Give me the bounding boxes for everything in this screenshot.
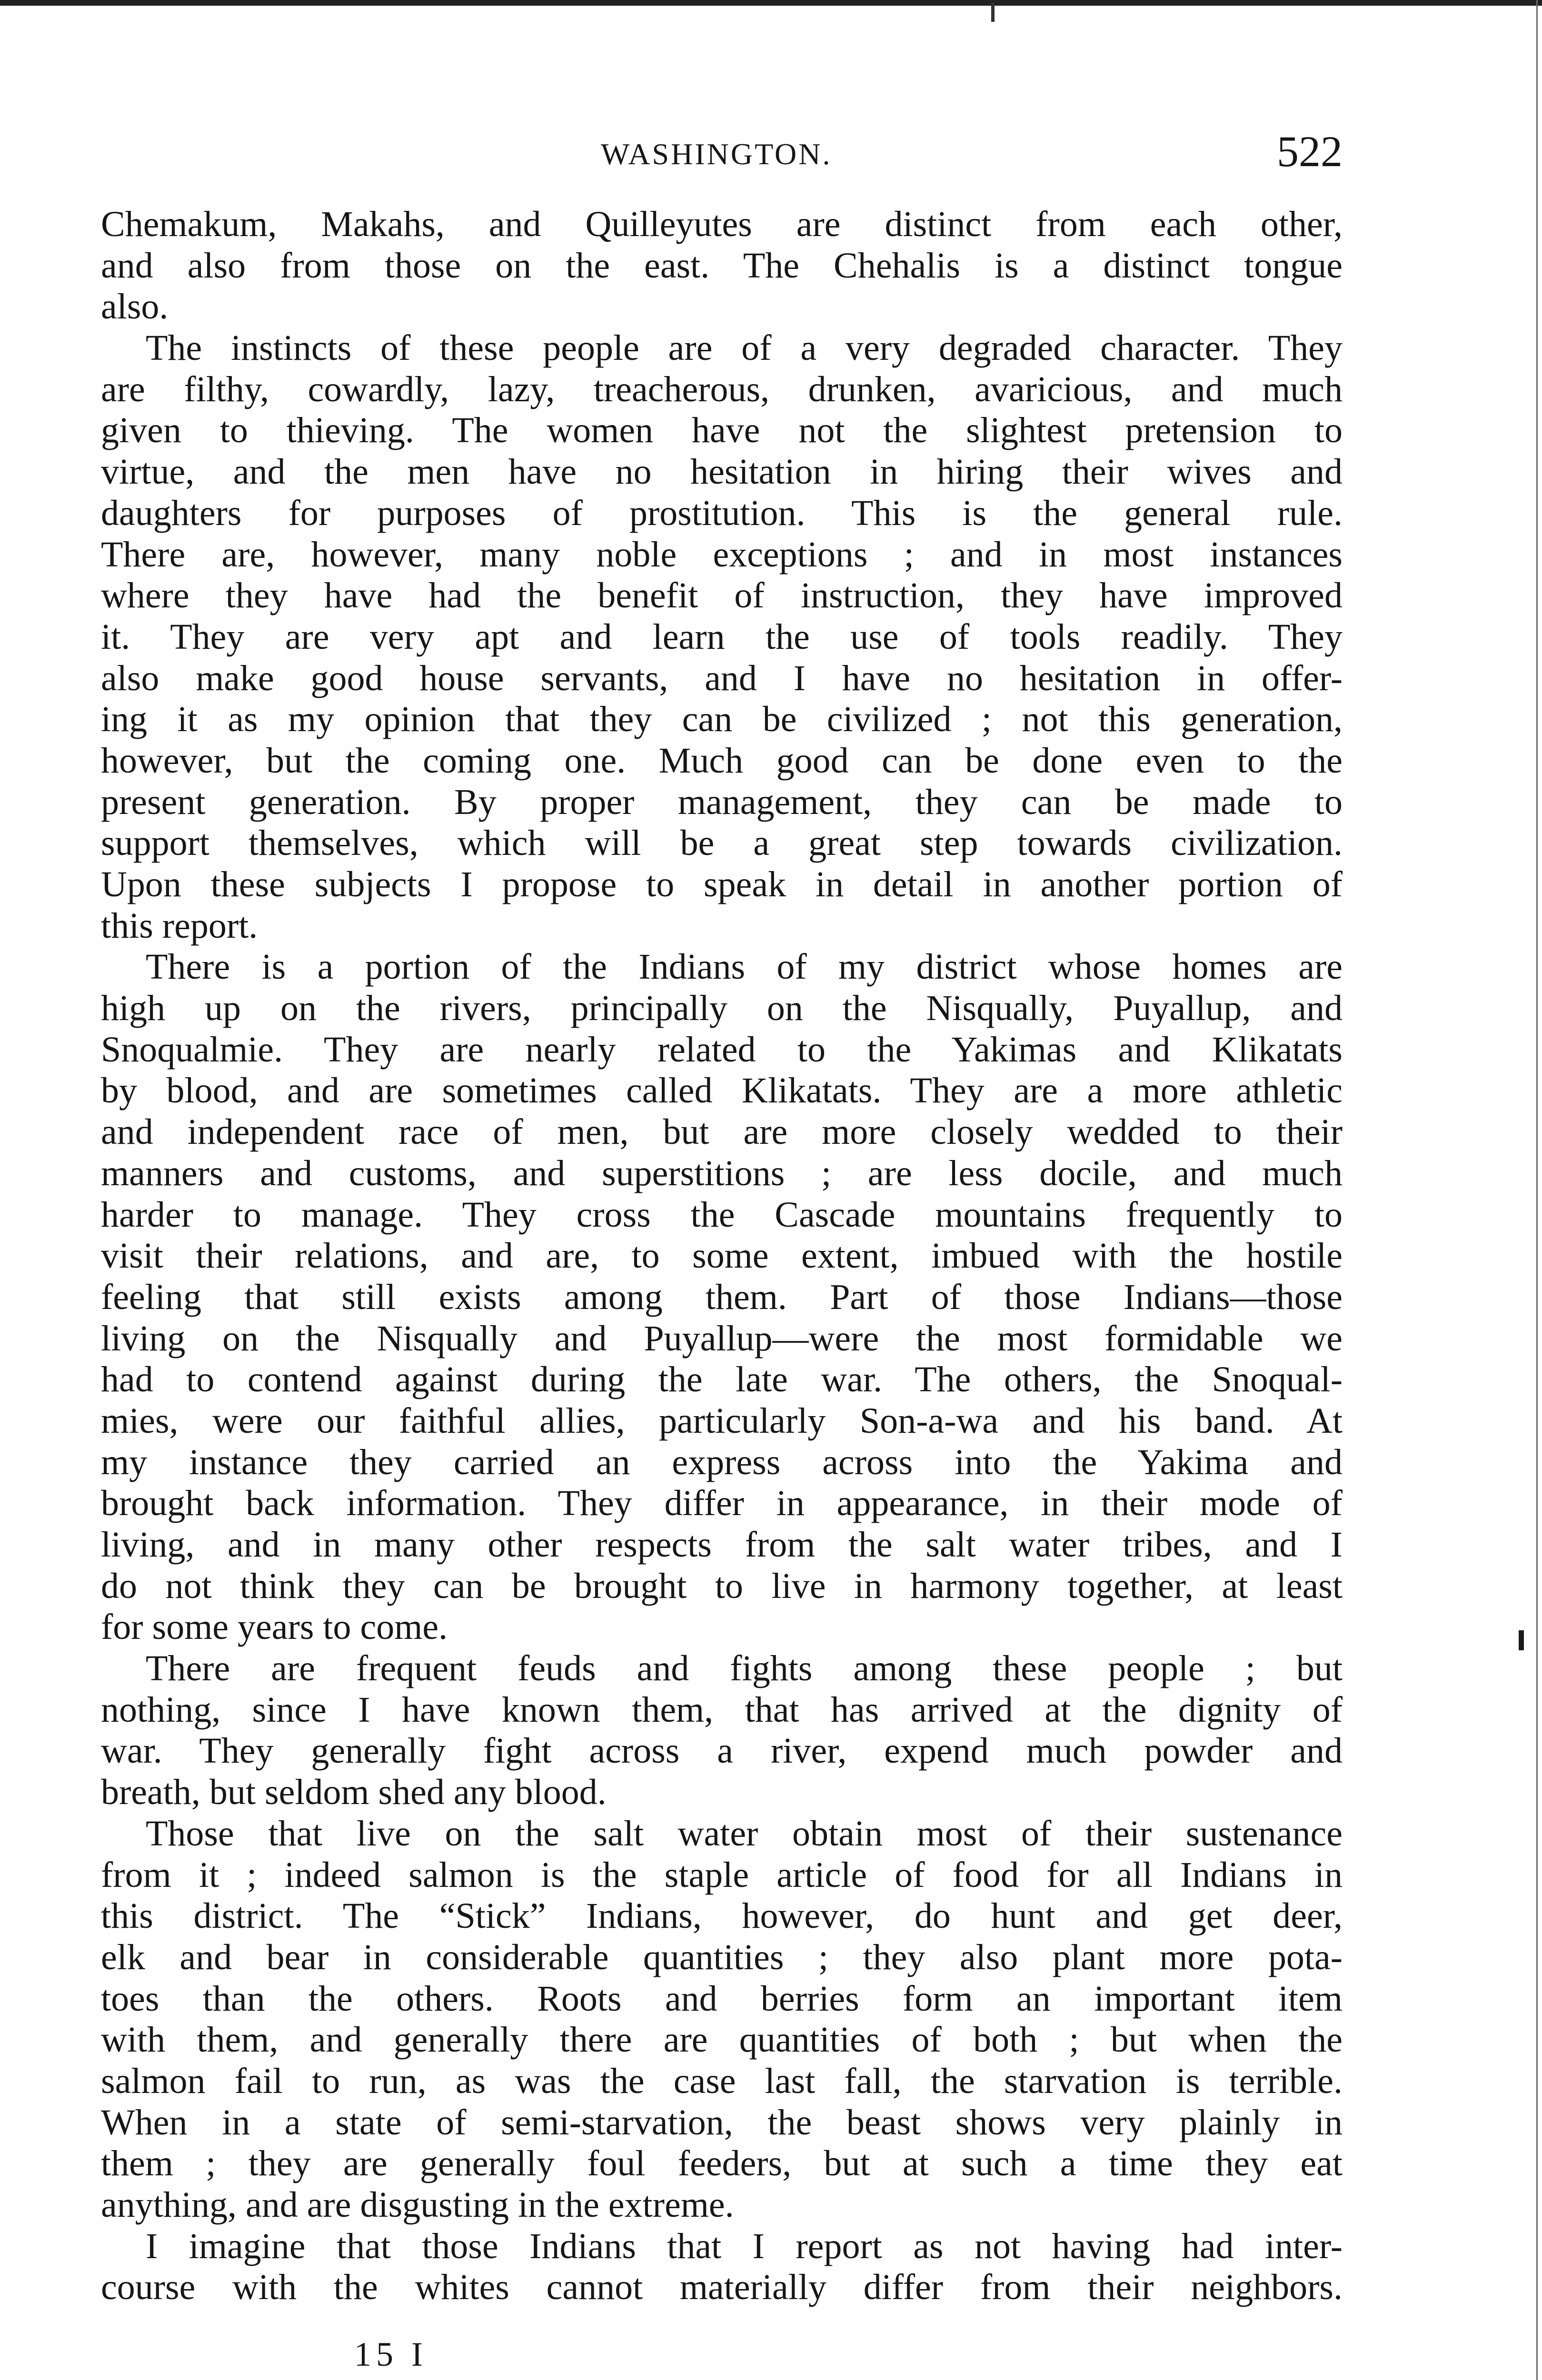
page-header xyxy=(101,126,1343,183)
text-line: salmon fail to run, as was the case last fall, the starvation is terrible. xyxy=(101,2061,1343,2101)
text-line: and also from those on the east. The Chehalis is a distinct tongue xyxy=(101,245,1343,286)
page-number: 522 xyxy=(1277,127,1343,176)
text-line: present generation. By proper management, they can be made to xyxy=(101,782,1343,822)
text-line: toes than the others. Roots and berries form an important item xyxy=(101,1978,1343,2019)
text-line: Upon these subjects I propose to speak in detail in another portion of xyxy=(101,864,1343,904)
text-line: do not think they can be brought to live in harmony together, at least xyxy=(101,1566,1343,1606)
text-line: There is a portion of the Indians of my district whose homes are xyxy=(146,947,1343,987)
text-line: ing it as my opinion that they can be civilized ; not this generation, xyxy=(101,699,1343,740)
running-head: WASHINGTON. xyxy=(601,137,832,171)
text-line: given to thieving. The women have not the slightest pretension to xyxy=(101,410,1343,451)
text-line: are filthy, cowardly, lazy, treacherous, drunken, avaricious, and much xyxy=(101,369,1343,409)
text-line: Snoqualmie. They are nearly related to the Yakimas and Klikatats xyxy=(101,1029,1343,1070)
text-line: it. They are very apt and learn the use of tools readily. They xyxy=(101,616,1343,657)
text-line: visit their relations, and are, to some extent, imbued with the hostile xyxy=(101,1236,1343,1276)
text-line: anything, and are disgusting in the extreme. xyxy=(101,2185,734,2225)
text-line: The instincts of these people are of a very degraded character. They xyxy=(146,328,1343,368)
text-line: There are frequent feuds and fights among these people ; but xyxy=(146,1648,1343,1689)
text-line: harder to manage. They cross the Cascade mountains frequently to xyxy=(101,1194,1343,1235)
text-line: this district. The “Stick” Indians, however, do hunt and get deer, xyxy=(101,1896,1343,1936)
text-line: where they have had the benefit of instruction, they have improved xyxy=(101,575,1343,616)
text-line: had to contend against during the late war. The others, the Snoqual- xyxy=(101,1359,1343,1400)
text-line: and independent race of men, but are more closely wedded to their xyxy=(101,1112,1343,1152)
text-line: manners and customs, and superstitions ; are less docile, and much xyxy=(101,1153,1343,1193)
signature-mark: 15 I xyxy=(354,2335,428,2373)
margin-mark xyxy=(1519,1630,1524,1650)
text-line: high up on the rivers, principally on the Nisqually, Puyallup, and xyxy=(101,988,1343,1029)
text-line: mies, were our faithful allies, particularly Son-a-wa and his band. At xyxy=(101,1400,1343,1441)
text-line: course with the whites cannot materially differ from their neighbors. xyxy=(101,2267,1343,2308)
text-line: breath, but seldom shed any blood. xyxy=(101,1772,607,1813)
text-line: There are, however, many noble exceptions ; and in most instances xyxy=(101,534,1343,575)
text-line: however, but the coming one. Much good can be done even to the xyxy=(101,740,1343,781)
text-line: daughters for purposes of prostitution. This is the general rule. xyxy=(101,493,1343,533)
text-line: my instance they carried an express across into the Yakima and xyxy=(101,1442,1343,1482)
text-line: for some years to come. xyxy=(101,1607,448,1647)
text-line: also make good house servants, and I have no hesitation in offer- xyxy=(101,658,1343,698)
text-line: them ; they are generally foul feeders, but at such a time they eat xyxy=(101,2143,1343,2184)
right-page-edge xyxy=(1536,0,1538,2380)
text-line: living, and in many other respects from the salt water tribes, and I xyxy=(101,1525,1343,1565)
text-line: also. xyxy=(101,287,169,327)
top-border-rule xyxy=(0,0,1542,6)
text-line: support themselves, which will be a great step towards civilization. xyxy=(101,823,1343,863)
text-line: war. They generally fight across a river, expend much powder and xyxy=(101,1731,1343,1771)
text-line: nothing, since I have known them, that has arrived at the dignity of xyxy=(101,1689,1343,1730)
text-line: by blood, and are sometimes called Klikatats. They are a more athletic xyxy=(101,1071,1343,1111)
text-line: with them, and generally there are quantities of both ; but when the xyxy=(101,2020,1343,2060)
text-line: I imagine that those Indians that I report as not having had inter- xyxy=(146,2226,1343,2266)
text-line: this report. xyxy=(101,905,258,946)
text-line: feeling that still exists among them. Part of those Indians—those xyxy=(101,1277,1343,1317)
text-line: When in a state of semi-starvation, the beast shows very plainly in xyxy=(101,2102,1343,2142)
top-edge-tick xyxy=(991,3,995,22)
body-text xyxy=(101,204,1343,2308)
text-line: virtue, and the men have no hesitation in hiring their wives and xyxy=(101,452,1343,492)
text-line: elk and bear in considerable quantities ; they also plant more pota- xyxy=(101,1937,1343,1977)
text-line: from it ; indeed salmon is the staple article of food for all Indians in xyxy=(101,1854,1343,1895)
text-line: living on the Nisqually and Puyallup—were the most formidable we xyxy=(101,1318,1343,1359)
text-line: Those that live on the salt water obtain most of their sustenance xyxy=(146,1813,1343,1854)
text-line: Chemakum, Makahs, and Quilleyutes are distinct from each other, xyxy=(101,204,1343,244)
text-line: brought back information. They differ in appearance, in their mode of xyxy=(101,1483,1343,1524)
